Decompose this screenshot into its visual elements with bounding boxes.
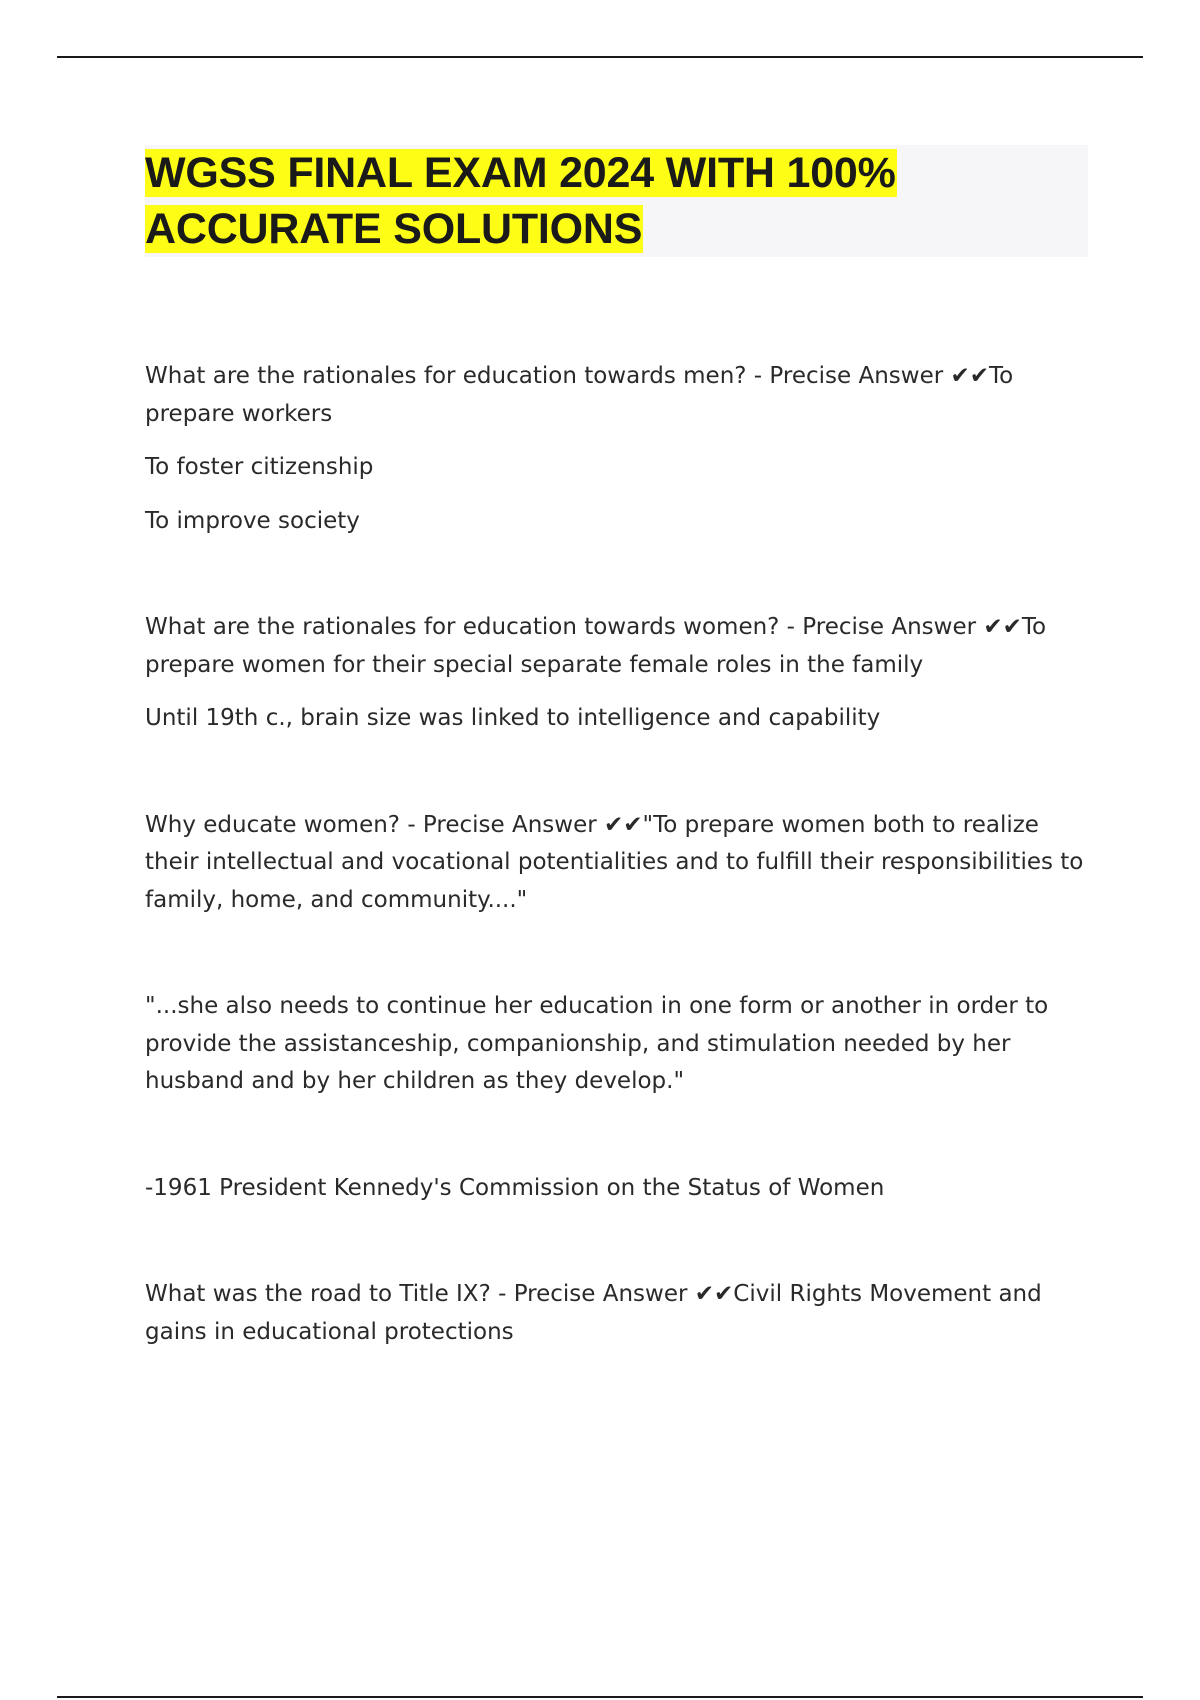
question-men-rationale: What are the rationales for education towards men? - Precise Answer ✔✔To prepare workers — [145, 363, 1014, 427]
header-rule — [57, 56, 1143, 58]
question-women-rationale: What are the rationales for education towards women? - Precise Answer ✔✔To prepare women for their special separate female roles in the family — [145, 614, 1047, 678]
answer-line-society: To improve society — [145, 507, 360, 534]
title-highlight: WGSS FINAL EXAM 2024 WITH 100% ACCURATE SOLUTIONS — [145, 149, 896, 253]
footer-rule — [57, 1696, 1143, 1698]
answer-line-citizenship: To foster citizenship — [145, 454, 374, 480]
title-block — [145, 145, 1088, 257]
document-body — [145, 358, 1090, 1351]
question-title-ix: What was the road to Title IX? - Precise Answer ✔✔Civil Rights Movement and gains in educational protections — [145, 1281, 1042, 1345]
document-title — [145, 145, 1088, 257]
answer-line-brain-size: Until 19th c., brain size was linked to intelligence and capability — [145, 705, 881, 731]
quote-continue-education: "...she also needs to continue her education in one form or another in order to provide the assistanceship, companionship, and stimulation needed by her husband and by her children as they develop." — [145, 993, 1049, 1094]
quote-attribution: -1961 President Kennedy's Commission on the Status of Women — [145, 1174, 885, 1201]
question-why-educate-women: Why educate women? - Precise Answer ✔✔"To prepare women both to realize their intellectual and vocational potentialities and to fulfill their responsibilities to family, home, and community...." — [145, 811, 1084, 913]
